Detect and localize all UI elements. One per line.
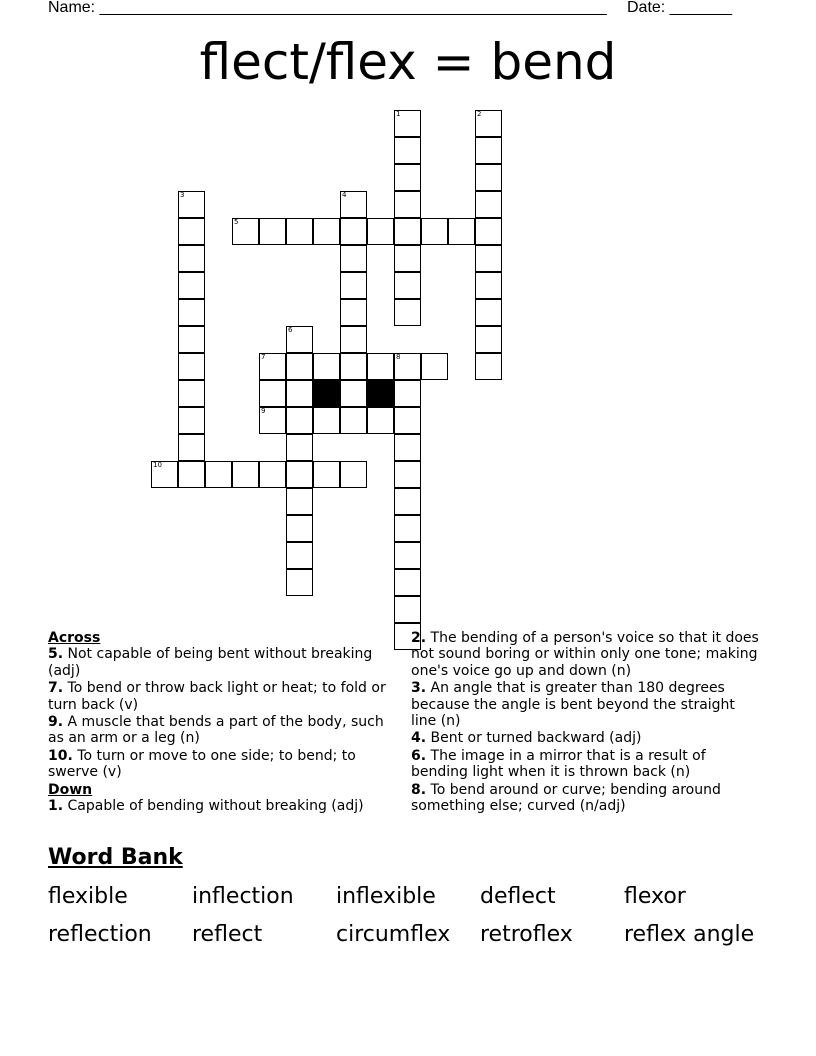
clue-number: 4. [411, 730, 427, 747]
clue-text: To turn or move to one side; to bend; to swerve (v) [48, 747, 356, 781]
grid-cell[interactable] [286, 569, 313, 596]
word-bank-title: Word Bank [48, 845, 183, 870]
grid-cell[interactable] [178, 218, 205, 245]
grid-cell[interactable] [394, 137, 421, 164]
grid-cell[interactable] [394, 569, 421, 596]
grid-cell[interactable] [259, 407, 286, 434]
word-bank-word: retroflex [480, 922, 573, 947]
clue-number: 1. [48, 798, 64, 815]
clue-number: 10. [48, 747, 73, 764]
clue-text: Not capable of being bent without breaking (adj) [48, 646, 373, 679]
grid-cell[interactable] [394, 353, 421, 380]
clue-text: To bend or throw back light or heat; to fold or turn back (v) [48, 680, 386, 713]
grid-cell[interactable] [286, 515, 313, 542]
date-blank[interactable]: _______ [669, 0, 732, 16]
grid-cell[interactable] [313, 461, 340, 488]
clue-text: The bending of a person's voice so that it does not sound boring or within only one tone; making one's voice go up and down (n) [411, 630, 759, 679]
clue-across-9 [48, 714, 393, 747]
clue-down-2 [411, 630, 763, 679]
grid-cell[interactable] [178, 326, 205, 353]
black-cell [367, 380, 394, 407]
grid-cell[interactable] [448, 218, 475, 245]
grid-cell[interactable] [340, 272, 367, 299]
clue-across-10 [48, 748, 393, 781]
name-label: Name: [48, 0, 96, 16]
clue-number: 2. [411, 630, 427, 646]
grid-cell[interactable] [340, 461, 367, 488]
grid-cell[interactable] [286, 218, 313, 245]
grid-cell[interactable] [259, 461, 286, 488]
grid-cell[interactable] [394, 164, 421, 191]
grid-cell[interactable] [178, 299, 205, 326]
clue-text: Capable of bending without breaking (adj) [67, 798, 364, 815]
clue-number: 9. [48, 714, 64, 731]
grid-cell[interactable] [475, 353, 502, 380]
grid-cell[interactable] [394, 596, 421, 623]
grid-cell[interactable] [313, 407, 340, 434]
grid-cell[interactable] [286, 407, 313, 434]
grid-cell[interactable] [340, 380, 367, 407]
word-bank-word: flexible [48, 884, 128, 909]
grid-cell[interactable] [421, 218, 448, 245]
grid-cell[interactable] [394, 110, 421, 137]
grid-cell[interactable] [340, 407, 367, 434]
grid-cell[interactable] [286, 434, 313, 461]
grid-cell[interactable] [394, 542, 421, 569]
grid-cell[interactable] [178, 434, 205, 461]
down-heading: Down [48, 781, 93, 798]
word-bank-word: reflection [48, 922, 152, 947]
grid-cell[interactable] [259, 353, 286, 380]
clue-text: A muscle that bends a part of the body, such as an arm or a leg (n) [48, 714, 384, 747]
grid-cell[interactable] [178, 380, 205, 407]
grid-cell[interactable] [394, 434, 421, 461]
grid-cell[interactable] [205, 461, 232, 488]
grid-cell[interactable] [394, 488, 421, 515]
cell-number: 8 [396, 353, 401, 361]
grid-cell[interactable] [286, 353, 313, 380]
grid-cell[interactable] [286, 326, 313, 353]
grid-cell[interactable] [475, 110, 502, 137]
grid-cell[interactable] [367, 218, 394, 245]
grid-cell[interactable] [178, 245, 205, 272]
grid-cell[interactable] [475, 245, 502, 272]
word-bank-word: circumflex [336, 922, 451, 947]
date-label: Date: [627, 0, 666, 16]
clue-down-6 [411, 748, 763, 781]
grid-cell[interactable] [232, 218, 259, 245]
cell-number: 5 [234, 218, 239, 226]
clue-across-5 [48, 646, 393, 679]
clue-text: An angle that is greater than 180 degrees because the angle is bent beyond the straight line (n) [411, 680, 735, 730]
clue-down-8 [411, 782, 763, 815]
grid-cell[interactable] [394, 218, 421, 245]
clue-number: 5. [48, 646, 64, 663]
grid-cell[interactable] [367, 407, 394, 434]
clue-across-7 [48, 680, 393, 713]
grid-cell[interactable] [259, 218, 286, 245]
grid-cell[interactable] [340, 326, 367, 353]
clue-number: 3. [411, 680, 427, 697]
grid-cell[interactable] [394, 245, 421, 272]
grid-cell[interactable] [259, 380, 286, 407]
grid-cell[interactable] [232, 461, 259, 488]
clue-down-4 [411, 730, 763, 746]
page-title: flect/flex = bend [199, 33, 617, 91]
grid-cell[interactable] [340, 353, 367, 380]
clue-down-3 [411, 680, 763, 729]
grid-cell[interactable] [286, 461, 313, 488]
word-bank-word: flexor [624, 884, 686, 909]
clue-number: 7. [48, 680, 64, 697]
word-bank-word: reflex angle [624, 922, 755, 947]
clue-number: 8. [411, 781, 427, 798]
grid-cell[interactable] [394, 461, 421, 488]
grid-cell[interactable] [475, 164, 502, 191]
grid-cell[interactable] [313, 218, 340, 245]
word-bank-word: deflect [480, 884, 556, 909]
word-bank-word: inflexible [336, 884, 436, 909]
word-bank-word: inflection [192, 884, 294, 909]
cell-number: 6 [288, 326, 293, 334]
grid-cell[interactable] [367, 353, 394, 380]
grid-cell[interactable] [178, 461, 205, 488]
cell-number: 1 [396, 110, 401, 118]
black-cell [313, 380, 340, 407]
cell-number: 4 [342, 191, 347, 199]
grid-cell[interactable] [394, 191, 421, 218]
grid-cell[interactable] [178, 191, 205, 218]
clues-left [48, 630, 393, 815]
grid-cell[interactable] [394, 299, 421, 326]
clue-text: To bend around or curve; bending around something else; curved (n/adj) [411, 781, 721, 815]
grid-cell[interactable] [178, 272, 205, 299]
grid-cell[interactable] [475, 299, 502, 326]
grid-cell[interactable] [340, 245, 367, 272]
cell-number: 9 [261, 407, 266, 415]
grid-cell[interactable] [475, 272, 502, 299]
name-blank[interactable]: _________________________________________________________ [99, 0, 607, 16]
grid-cell[interactable] [313, 353, 340, 380]
grid-cell[interactable] [394, 407, 421, 434]
clue-down-1 [48, 798, 393, 814]
grid-cell[interactable] [340, 299, 367, 326]
grid-cell[interactable] [286, 542, 313, 569]
cell-number: 3 [180, 191, 185, 199]
grid-cell[interactable] [394, 272, 421, 299]
grid-cell[interactable] [475, 218, 502, 245]
grid-cell[interactable] [340, 218, 367, 245]
grid-cell[interactable] [178, 353, 205, 380]
grid-cell[interactable] [475, 137, 502, 164]
across-heading: Across [48, 630, 101, 646]
grid-cell[interactable] [151, 461, 178, 488]
grid-cell[interactable] [394, 515, 421, 542]
clues-right [411, 630, 763, 815]
clue-text: The image in a mirror that is a result of bending light when it is thrown back (n) [411, 747, 706, 781]
cell-number: 10 [153, 461, 162, 469]
grid-cell[interactable] [286, 380, 313, 407]
grid-cell[interactable] [178, 407, 205, 434]
cell-number: 7 [261, 353, 266, 361]
grid-cell[interactable] [421, 353, 448, 380]
clue-number: 6. [411, 747, 427, 764]
clue-text: Bent or turned backward (adj) [430, 730, 642, 747]
grid-cell[interactable] [340, 191, 367, 218]
grid-cell[interactable] [286, 488, 313, 515]
grid-cell[interactable] [394, 380, 421, 407]
grid-cell[interactable] [475, 326, 502, 353]
cell-number: 2 [477, 110, 482, 118]
grid-cell[interactable] [475, 191, 502, 218]
word-bank-word: reflect [192, 922, 263, 947]
